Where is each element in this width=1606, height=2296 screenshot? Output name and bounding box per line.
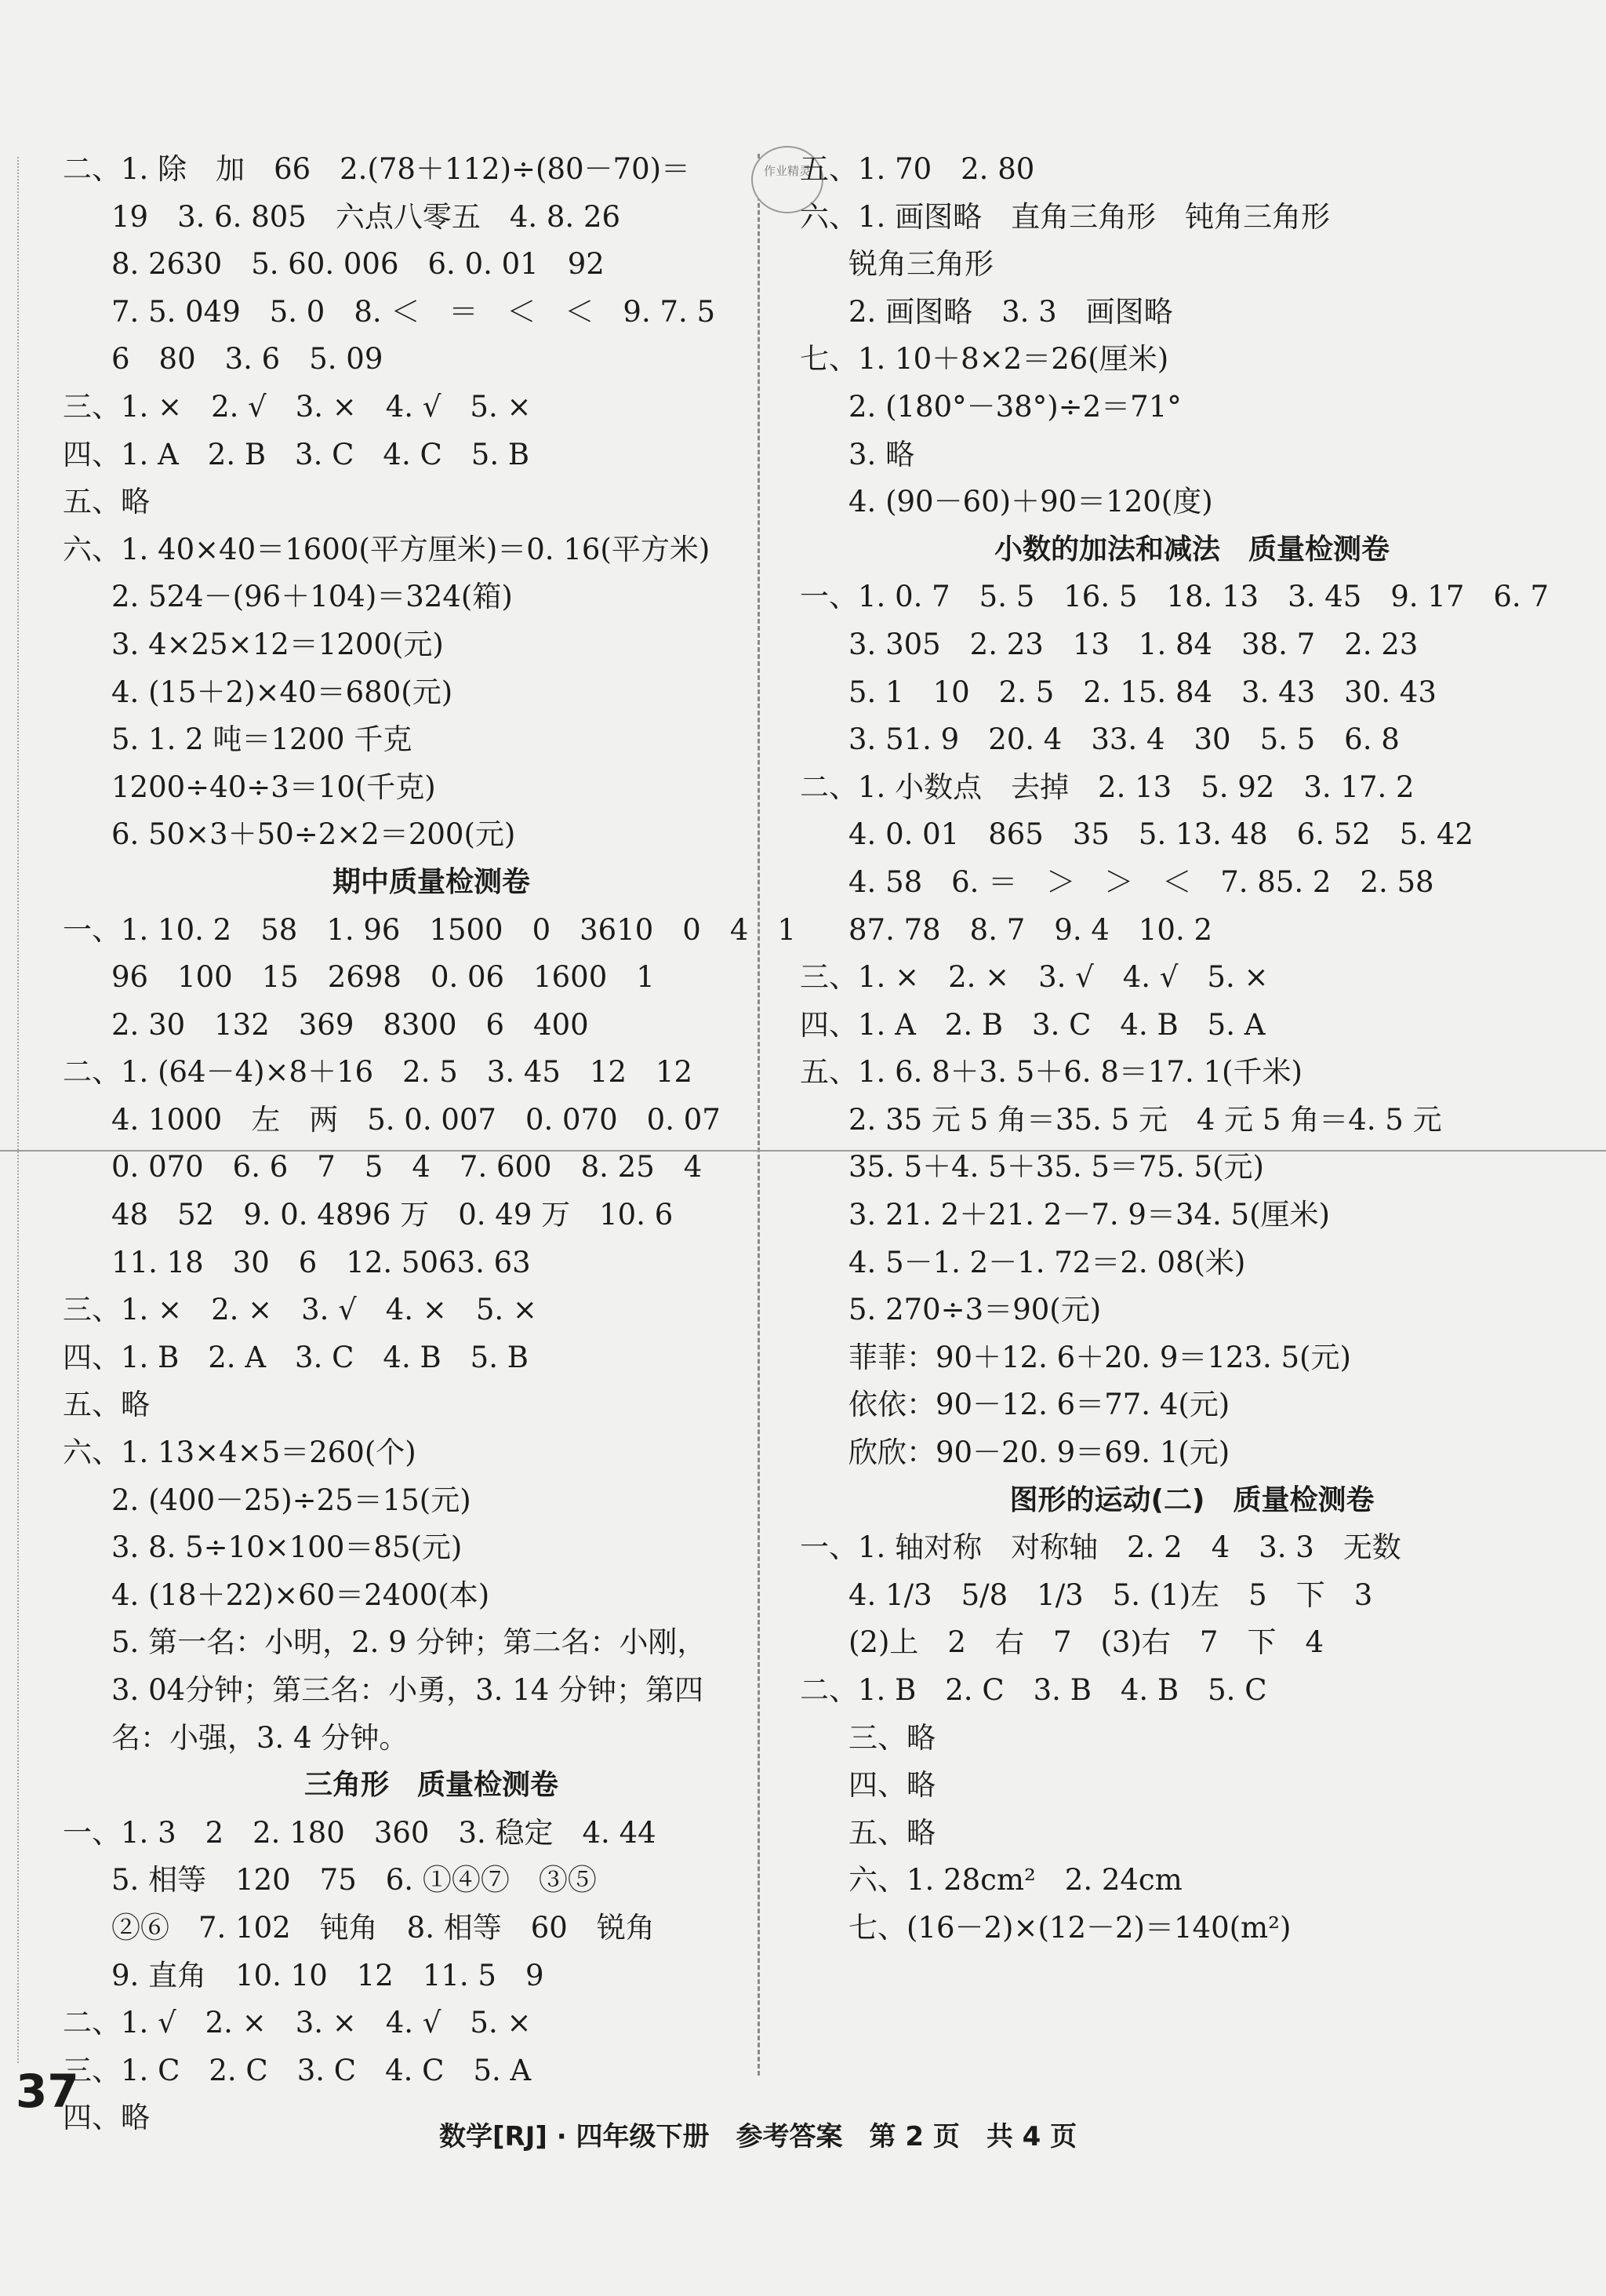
answer-line: 3. 4×25×12＝1200(元) [111,627,444,661]
answer-line: 3. 04分钟；第三名：小勇，3. 14 分钟；第四 [111,1673,704,1707]
answer-line: 4. 0. 01 865 35 5. 13. 48 6. 52 5. 42 [848,817,1473,852]
answer-line: 六、1. 画图略 直角三角形 钝角三角形 [800,199,1331,234]
answer-line: 二、1. B 2. C 3. B 4. B 5. C [800,1673,1267,1707]
answer-line: 4. (90－60)＋90＝120(度) [848,485,1213,519]
answer-line: (2)上 2 右 7 (3)右 7 下 4 [848,1625,1324,1660]
answer-line: 96 100 15 2698 0. 06 1600 1 [111,960,655,995]
answer-line: 5. 270÷3＝90(元) [848,1293,1102,1327]
answer-line: 5. 1. 2 吨＝1200 千克 [111,722,412,757]
answer-line: 五、略 [63,485,150,519]
answer-line: 三、1. × 2. √ 3. × 4. √ 5. × [63,389,532,424]
answer-line: 5. 相等 120 75 6. ①④⑦ ③⑤ [111,1863,597,1898]
answer-line: 4. 5－1. 2－1. 72＝2. 08(米) [848,1245,1246,1279]
footer-text: 数学[RJ] · 四年级下册 参考答案 第 2 页 共 4 页 [439,2121,1077,2152]
answer-line: 4. 1/3 5/8 1/3 5. (1)左 5 下 3 [848,1577,1373,1612]
answer-line: 二、1. √ 2. × 3. × 4. √ 5. × [63,2006,532,2040]
right-column [800,146,1553,1952]
answer-line: 一、1. 轴对称 对称轴 2. 2 4 3. 3 无数 [800,1530,1401,1565]
answer-line: 2. 30 132 369 8300 6 400 [111,1007,589,1042]
answer-line: 3. 略 [848,437,915,471]
watermark-stamp: 作业精灵 [751,146,823,213]
answer-line: 欣欣：90－20. 9＝69. 1(元) [848,1435,1230,1470]
answer-line: 7. 5. 049 5. 0 8. ＜ ＝ ＜ ＜ 9. 7. 5 [111,294,716,329]
answer-line: 名：小强，3. 4 分钟。 [111,1720,409,1755]
answer-line: 4. 58 6. ＝ ＞ ＞ ＜ 7. 85. 2 2. 58 [848,864,1434,899]
answer-line: 5. 1 10 2. 5 2. 15. 84 3. 43 30. 43 [848,675,1437,709]
answer-line: 六、1. 28cm² 2. 24cm [848,1863,1183,1898]
answer-line: 6 80 3. 6 5. 09 [111,342,383,377]
answer-line: 五、略 [848,1815,936,1850]
answer-line: 11. 18 30 6 12. 5063. 63 [111,1245,531,1279]
answer-line: 一、1. 3 2 2. 180 360 3. 稳定 4. 44 [63,1815,656,1850]
answer-line: 五、略 [63,1388,150,1422]
answer-line: 3. 305 2. 23 13 1. 84 38. 7 2. 23 [848,627,1419,661]
answer-line: ②⑥ 7. 102 钝角 8. 相等 60 锐角 [111,1910,655,1945]
answer-line: 二、1. 除 加 66 2.(78＋112)÷(80－70)＝ [63,152,691,186]
answer-line: 2. (400－25)÷25＝15(元) [111,1483,471,1517]
answer-line: 六、1. 13×4×5＝260(个) [63,1435,416,1470]
answer-line: 二、1. (64－4)×8＋16 2. 5 3. 45 12 12 [63,1055,693,1090]
answer-line: 4. (18＋22)×60＝2400(本) [111,1577,490,1612]
answer-line: 5. 第一名：小明，2. 9 分钟；第二名：小刚， [111,1625,707,1660]
answer-line: 2. 524－(96＋104)＝324(箱) [111,580,513,614]
answer-line: 4. 1000 左 两 5. 0. 007 0. 070 0. 07 [111,1102,721,1137]
answer-line: 四、略 [63,2101,150,2135]
answer-line: 1200÷40÷3＝10(千克) [111,770,436,804]
section-title: 三角形 质量检测卷 [303,1769,558,1802]
answer-line: 菲菲：90＋12. 6＋20. 9＝123. 5(元) [848,1340,1351,1374]
answer-line: 四、略 [848,1768,936,1803]
section-title: 小数的加法和减法 质量检测卷 [994,533,1390,566]
answer-line: 8. 2630 5. 60. 006 6. 0. 01 92 [111,247,605,282]
answer-line: 二、1. 小数点 去掉 2. 13 5. 92 3. 17. 2 [800,770,1415,804]
answer-line: 五、1. 70 2. 80 [800,152,1035,186]
answer-line: 2. (180°－38°)÷2＝71° [848,389,1182,424]
answer-line: 五、1. 6. 8＋3. 5＋6. 8＝17. 1(千米) [800,1055,1303,1090]
answer-line: 87. 78 8. 7 9. 4 10. 2 [848,912,1213,947]
answer-line: 四、1. A 2. B 3. C 4. C 5. B [63,437,530,471]
margin-rule [17,157,19,2063]
answer-line: 2. 画图略 3. 3 画图略 [848,294,1173,329]
answer-line: 2. 35 元 5 角＝35. 5 元 4 元 5 角＝4. 5 元 [848,1102,1442,1137]
answer-line: 三、1. × 2. × 3. √ 4. × 5. × [63,1293,537,1327]
answer-line: 七、1. 10＋8×2＝26(厘米) [800,342,1169,377]
answer-line: 四、1. A 2. B 3. C 4. B 5. A [800,1007,1266,1042]
answer-line: 3. 51. 9 20. 4 33. 4 30 5. 5 6. 8 [848,722,1400,757]
answer-line: 三、1. × 2. × 3. √ 4. √ 5. × [800,960,1269,995]
answer-line: 依依：90－12. 6＝77. 4(元) [848,1388,1230,1422]
answer-line: 6. 50×3＋50÷2×2＝200(元) [111,817,516,852]
section-title: 期中质量检测卷 [332,865,530,898]
answer-line: 35. 5＋4. 5＋35. 5＝75. 5(元) [848,1150,1264,1184]
answer-line: 4. (15＋2)×40＝680(元) [111,675,453,709]
column-divider [758,154,760,2076]
answer-line: 48 52 9. 0. 4896 万 0. 49 万 10. 6 [111,1198,674,1232]
answer-line: 3. 21. 2＋21. 2－7. 9＝34. 5(厘米) [848,1198,1330,1232]
answer-line: 锐角三角形 [848,247,994,282]
answer-line: 3. 8. 5÷10×100＝85(元) [111,1530,463,1565]
answer-line: 9. 直角 10. 10 12 11. 5 9 [111,1958,544,1992]
answer-line: 一、1. 10. 2 58 1. 96 1500 0 3610 0 4 1 [63,912,796,947]
answer-line: 六、1. 40×40＝1600(平方厘米)＝0. 16(平方米) [63,532,710,566]
section-title: 图形的运动(二) 质量检测卷 [1009,1483,1375,1516]
answer-line: 四、1. B 2. A 3. C 4. B 5. B [63,1340,529,1374]
answer-line: 七、(16－2)×(12－2)＝140(m²) [848,1910,1292,1945]
answer-line: 0. 070 6. 6 7 5 4 7. 600 8. 25 4 [111,1150,703,1184]
answer-line: 19 3. 6. 805 六点八零五 4. 8. 26 [111,199,621,234]
answer-line: 三、略 [848,1720,936,1755]
answer-line: 三、1. C 2. C 3. C 4. C 5. A [63,2053,532,2087]
page-number: 37 [16,2065,79,2118]
answer-line: 一、1. 0. 7 5. 5 16. 5 18. 13 3. 45 9. 17 6. 7 [800,580,1549,614]
